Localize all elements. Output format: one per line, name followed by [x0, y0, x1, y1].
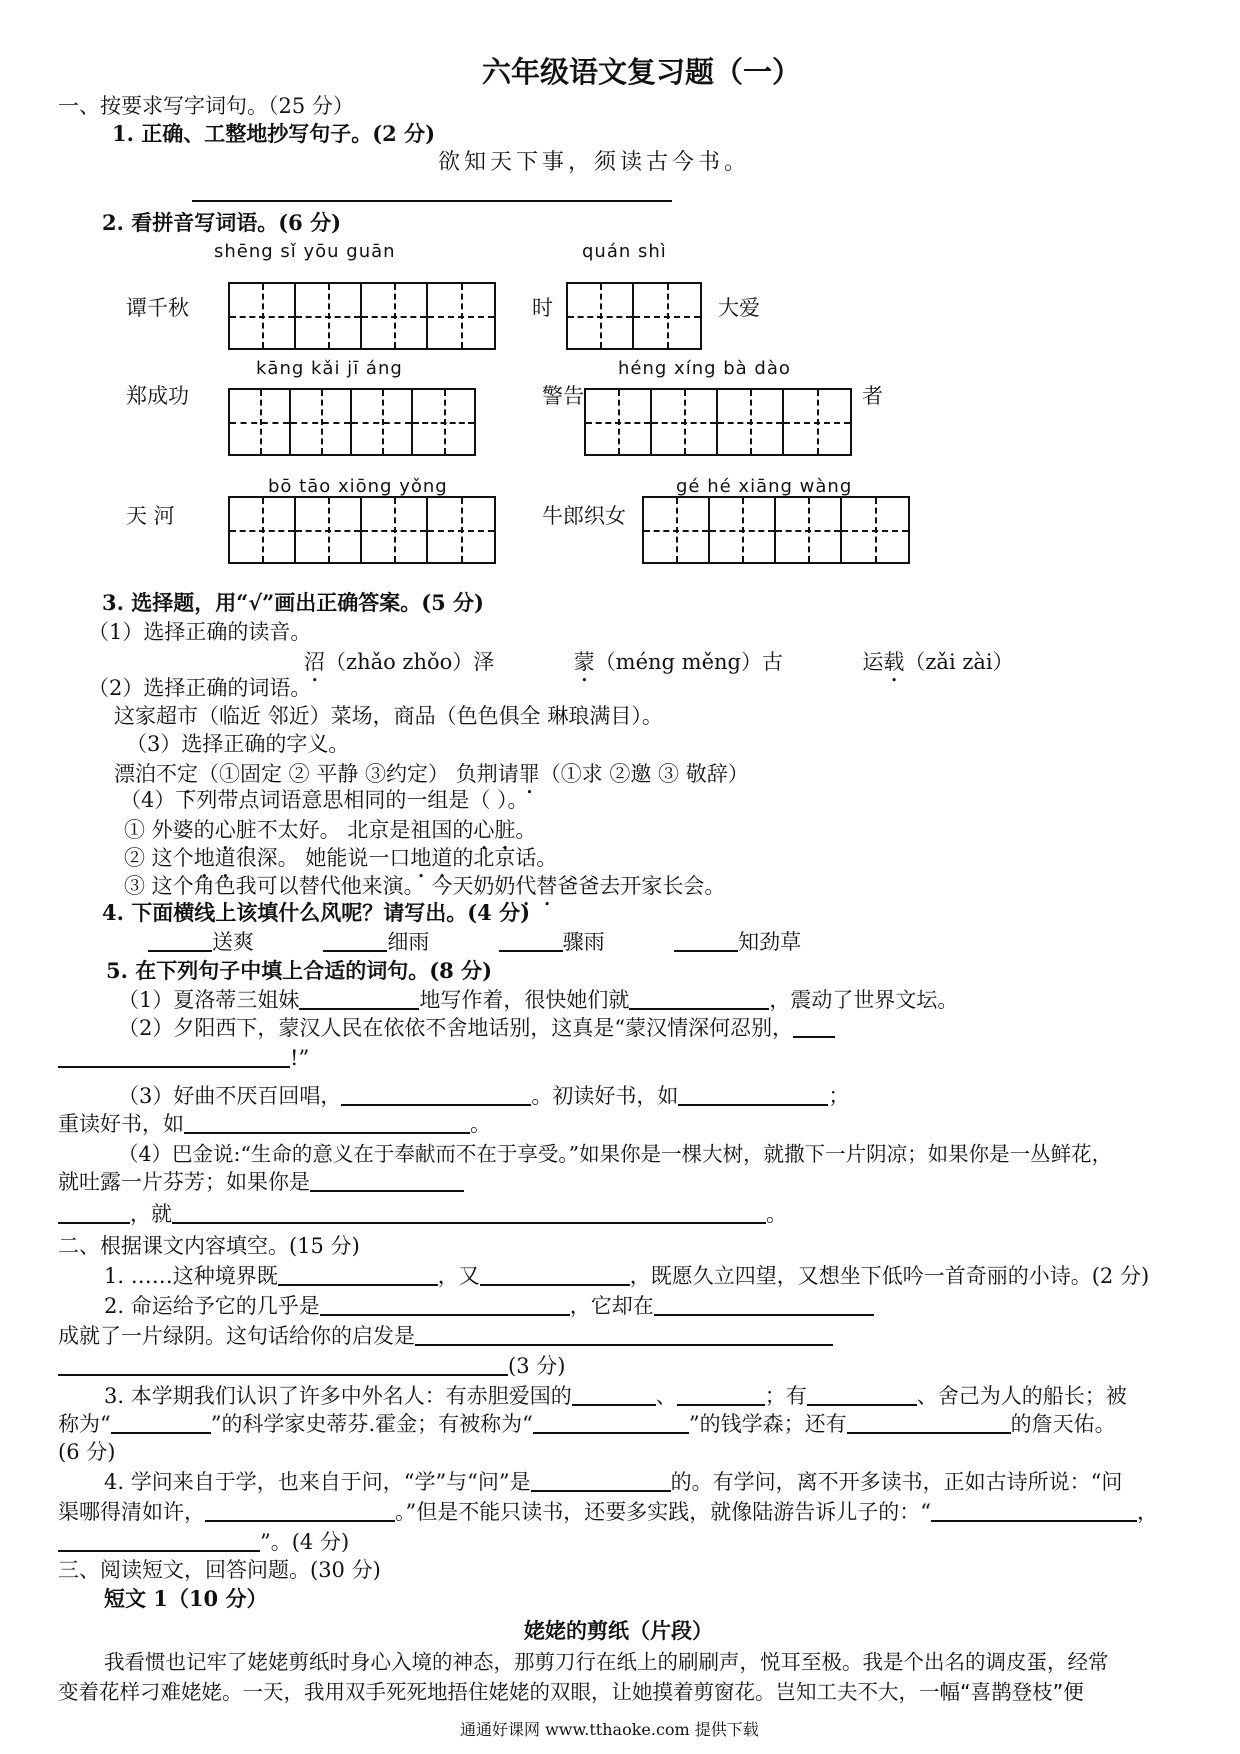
q3-label: 3. 选择题，用“√”画出正确答案。(5 分) — [102, 590, 484, 615]
text: 的詹天佑。 — [1010, 1412, 1116, 1436]
text: ，又 — [437, 1264, 480, 1288]
text: 不太好。 北京是祖国的 — [256, 818, 474, 842]
blank[interactable] — [415, 1342, 833, 1346]
q3-part4[interactable]: （4）下列带点词语意思相同的一组是（ ）。 — [120, 788, 529, 812]
text: ，震动了世界文坛。 — [769, 988, 959, 1012]
row1-prefix-a: 谭千秋 — [126, 296, 189, 320]
grid-cell[interactable] — [352, 390, 413, 454]
grid-cell[interactable] — [291, 390, 352, 454]
text: 他来演。 今天奶奶 — [340, 874, 516, 898]
text: ② 这个 — [124, 846, 194, 870]
dotted-char: 罪 — [518, 762, 540, 786]
text: 爸爸去开家长会。 — [557, 874, 726, 898]
wind-word: 骤雨 — [562, 930, 605, 954]
s2-q2-cont — [58, 1326, 833, 1347]
blank[interactable] — [341, 1102, 531, 1106]
q5-s3 — [118, 1086, 849, 1107]
text: 。初读好书，如 — [531, 1084, 679, 1108]
grid-cell[interactable] — [362, 284, 428, 348]
grid-cell[interactable] — [296, 498, 362, 562]
grid-cell[interactable] — [710, 498, 776, 562]
blank[interactable] — [58, 1548, 260, 1552]
q2-label: 2. 看拼音写词语。(6 分) — [102, 210, 342, 235]
section-2-heading: 二、根据课文内容填空。(15 分) — [58, 1234, 360, 1258]
dotted-char: 定 — [177, 762, 198, 786]
blank[interactable] — [531, 1488, 671, 1492]
footer-credit: 通通好课网 www.tthaoke.com 提供下载 — [460, 1720, 759, 1739]
blank[interactable] — [172, 1220, 766, 1224]
q3-part3: （3）选择正确的字义。 — [126, 732, 350, 756]
writing-grid-row3-b[interactable] — [642, 496, 910, 564]
row1-prefix-b: 时 — [532, 296, 553, 320]
grid-cell[interactable] — [652, 390, 718, 454]
option-text[interactable]: （méng měng）古 — [594, 650, 783, 674]
passage-line-2: 变着花样刁难姥姥。一天，我用双手死死地捂住姥姥的双眼，让她摸着剪窗花。岂知工夫不大，一幅“喜鹊登枝”便 — [58, 1680, 1084, 1704]
q5-s4-cont2 — [58, 1204, 787, 1225]
q1-sentence: 欲知天下事，须读古今书。 — [438, 150, 751, 175]
grid-cell[interactable] — [362, 498, 428, 562]
blank[interactable] — [111, 1430, 211, 1434]
page-title: 六年级语文复习题（一） — [482, 55, 802, 89]
s2-q2-cont2 — [58, 1356, 565, 1377]
text: 3. 本学期我们认识了许多中外名人：有赤胆爱国的 — [104, 1384, 572, 1408]
writing-grid-row1-b[interactable] — [566, 282, 702, 350]
text: 成就了一片绿阴。这句话给你的启发是 — [58, 1324, 415, 1348]
blank[interactable] — [677, 1402, 765, 1406]
s2-q4 — [104, 1472, 1122, 1493]
option-text: 运 — [862, 650, 884, 674]
grid-cell[interactable] — [644, 498, 710, 562]
dotted-char: 载 — [883, 650, 905, 674]
s2-q2 — [104, 1296, 874, 1317]
s2-q4-cont2 — [58, 1532, 349, 1553]
text: 4. 学问来自于学，也来自于问，“学”与“问”是 — [104, 1470, 531, 1494]
text: 2. 命运给予它的几乎是 — [104, 1294, 320, 1318]
dotted-char: 蒙 — [573, 650, 595, 674]
text: 称为“ — [58, 1412, 111, 1436]
q5-s3-cont — [58, 1114, 491, 1135]
q5-label: 5. 在下列句子中填上合适的词句。(8 分) — [106, 958, 493, 983]
wind-word: 细雨 — [387, 930, 430, 954]
text: 。 — [515, 818, 537, 842]
blank[interactable] — [847, 1430, 1011, 1434]
row2-suffix-b: 者 — [862, 384, 883, 408]
grid-cell[interactable] — [428, 498, 494, 562]
pinyin-row2-b: héng xíng bà dào — [618, 358, 791, 379]
grid-cell[interactable] — [634, 284, 700, 348]
text: 的北京话。 — [452, 846, 558, 870]
dotted-word: 心脏 — [473, 818, 516, 842]
text: ③ 这个角色我可以 — [124, 874, 299, 898]
blank[interactable] — [931, 1518, 1137, 1522]
dotted-word: 地道 — [410, 846, 453, 870]
blank[interactable] — [629, 1006, 769, 1010]
grid-cell[interactable] — [428, 284, 494, 348]
text: 重读好书，如 — [58, 1112, 184, 1136]
text: ”的科学家史蒂芬.霍金；有被称为“ — [210, 1412, 533, 1436]
s2-q4-cont — [58, 1502, 1158, 1523]
text: 的。有学问，离不开多读书，正如古诗所说：“问 — [670, 1470, 1123, 1494]
grid-cell[interactable] — [230, 390, 291, 454]
dotted-word: 心脏 — [214, 818, 257, 842]
passage-title: 姥姥的剪纸（片段） — [524, 1618, 713, 1643]
writing-grid-row3-a[interactable] — [228, 496, 496, 564]
grid-cell[interactable] — [784, 390, 850, 454]
s2-q1 — [104, 1266, 1149, 1287]
writing-grid-row2-b[interactable] — [584, 388, 852, 456]
text: （1）夏洛蒂三姐妹 — [118, 988, 300, 1012]
blank[interactable] — [533, 1430, 689, 1434]
q3-part2-text[interactable]: 这家超市（临近 邻近）菜场，商品（色色俱全 琳琅满目）。 — [114, 704, 663, 728]
pinyin-row3-b: gé hé xiāng wàng — [676, 476, 853, 497]
blank[interactable] — [148, 948, 212, 952]
blank[interactable] — [807, 1402, 917, 1406]
s2-q3 — [104, 1386, 1127, 1407]
q1-answer-line[interactable] — [192, 200, 672, 202]
blank[interactable] — [184, 1130, 470, 1134]
text: ， — [1136, 1500, 1158, 1524]
text: ”的钱学森；还有 — [688, 1412, 847, 1436]
blank[interactable] — [278, 1282, 438, 1286]
text: 。 — [470, 1112, 491, 1136]
text: 1. ……这种境界既 — [104, 1264, 278, 1288]
grid-cell[interactable] — [230, 498, 296, 562]
q5-s4-cont — [58, 1172, 464, 1193]
wind-word: 送爽 — [212, 930, 254, 954]
text: 、舍己为人的船长；被 — [916, 1384, 1127, 1408]
pinyin-row1-a: shēng sǐ yōu guān — [214, 241, 396, 262]
q5-s2-cont — [58, 1048, 309, 1069]
text: 就吐露一片芬芳；如果你是 — [58, 1170, 310, 1194]
writing-grid-row1-a[interactable] — [228, 282, 496, 350]
dotted-word: 替代 — [298, 874, 341, 898]
text: 。 — [766, 1202, 787, 1226]
passage-label: 短文 1（10 分） — [104, 1586, 268, 1611]
grid-cell[interactable] — [568, 284, 634, 348]
s2-q3-cont — [58, 1414, 1116, 1435]
passage-line-1: 我看惯也记牢了姥姥剪纸时身心入境的神态，那剪刀行在纸上的刷刷声，悦耳至极。我是个出名的调皮蛋，经常 — [104, 1650, 1109, 1674]
blank[interactable] — [678, 1102, 828, 1106]
blank[interactable] — [299, 1006, 419, 1010]
text: ； — [828, 1084, 850, 1108]
blank[interactable] — [499, 948, 563, 952]
text: （2）夕阳西下，蒙汉人民在依依不舍地话别，这真是“蒙汉情深何忍别， — [118, 1016, 794, 1040]
grid-cell[interactable] — [230, 284, 296, 348]
row3-prefix-a: 天 河 — [126, 504, 175, 528]
section-1-heading: 一、按要求写字词句。（25 分） — [58, 94, 354, 118]
q5-s2 — [118, 1018, 835, 1039]
blank[interactable] — [480, 1282, 630, 1286]
text: （①求 ②邀 ③ 敬辞） — [539, 762, 749, 786]
row2-prefix-a: 郑成功 — [126, 384, 189, 408]
blank[interactable] — [58, 1372, 508, 1376]
pinyin-row3-a: bō tāo xiōng yǒng — [268, 476, 448, 497]
text: ，就 — [130, 1202, 172, 1226]
q4-blanks — [148, 932, 801, 953]
blank[interactable] — [58, 1064, 290, 1068]
section-3-heading: 三、阅读短文，回答问题。(30 分) — [58, 1558, 381, 1582]
dotted-char: 沼 — [304, 650, 325, 674]
option-text[interactable]: （zǎi zài） — [904, 650, 1014, 674]
q4-label: 4. 下面横线上该填什么风呢？请写出。(4 分) — [102, 900, 531, 925]
dotted-word: 代替 — [515, 874, 558, 898]
pinyin-row1-b: quán shì — [582, 241, 667, 262]
blank[interactable] — [310, 1188, 464, 1192]
text: !” — [290, 1046, 310, 1070]
grid-cell[interactable] — [776, 498, 842, 562]
grid-cell[interactable] — [413, 390, 474, 454]
text: 。”但是不能只读书，还要多实践，就像陆游告诉儿子的：“ — [395, 1500, 931, 1524]
q3-part1-items — [304, 650, 1014, 687]
s2-q3-score: (6 分) — [58, 1440, 116, 1464]
text: ；有 — [764, 1384, 807, 1408]
row2-prefix-b: 警告 — [542, 384, 584, 408]
pinyin-row2-a: kāng kǎi jī áng — [256, 358, 403, 379]
text: 漂泊不 — [114, 762, 177, 786]
blank[interactable] — [320, 1312, 570, 1316]
text: 、 — [655, 1384, 677, 1408]
wind-word: 知劲草 — [738, 930, 802, 954]
text: 很深。 她能说一口 — [235, 846, 411, 870]
text: 地写作着，很快她们就 — [419, 988, 630, 1012]
writing-grid-row2-a[interactable] — [228, 388, 476, 456]
row1-suffix-b: 大爱 — [718, 296, 760, 320]
dotted-word: 地道 — [193, 846, 236, 870]
blank[interactable] — [654, 1312, 874, 1316]
text: (3 分) — [508, 1354, 566, 1378]
text: ① 外婆的 — [124, 818, 215, 842]
q1-label: 1. 正确、工整地抄写句子。(2 分) — [112, 121, 436, 146]
grid-cell[interactable] — [586, 390, 652, 454]
option-text[interactable]: （zhǎo zhǒo）泽 — [325, 650, 495, 674]
q5-s4: （4）巴金说:“生命的意义在于奉献而不在于享受。”如果你是一棵大树，就撒下一片阴凉；如果你是一丛鲜花， — [118, 1142, 1113, 1166]
text: （①固定 ② 平静 ③约定） 负荆请 — [198, 762, 519, 786]
text: ”。(4 分) — [260, 1530, 350, 1554]
grid-cell[interactable] — [718, 390, 784, 454]
blank[interactable] — [793, 1034, 835, 1038]
q5-s1 — [118, 990, 958, 1011]
text: ，既愿久立四望，又想坐下低吟一首奇丽的小诗。(2 分) — [629, 1264, 1150, 1288]
blank[interactable] — [674, 948, 738, 952]
row3-prefix-b: 牛郎织女 — [542, 504, 626, 528]
text: 渠哪得清如许， — [58, 1500, 205, 1524]
text: ，它却在 — [569, 1294, 654, 1318]
q3-part1: （1）选择正确的读音。 — [88, 620, 312, 644]
q3-part2: （2）选择正确的词语。 — [88, 676, 312, 700]
blank[interactable] — [58, 1220, 130, 1224]
blank[interactable] — [205, 1518, 395, 1522]
grid-cell[interactable] — [842, 498, 908, 562]
text: （3）好曲不厌百回唱， — [118, 1084, 342, 1108]
grid-cell[interactable] — [296, 284, 362, 348]
blank[interactable] — [323, 948, 387, 952]
blank[interactable] — [572, 1402, 656, 1406]
